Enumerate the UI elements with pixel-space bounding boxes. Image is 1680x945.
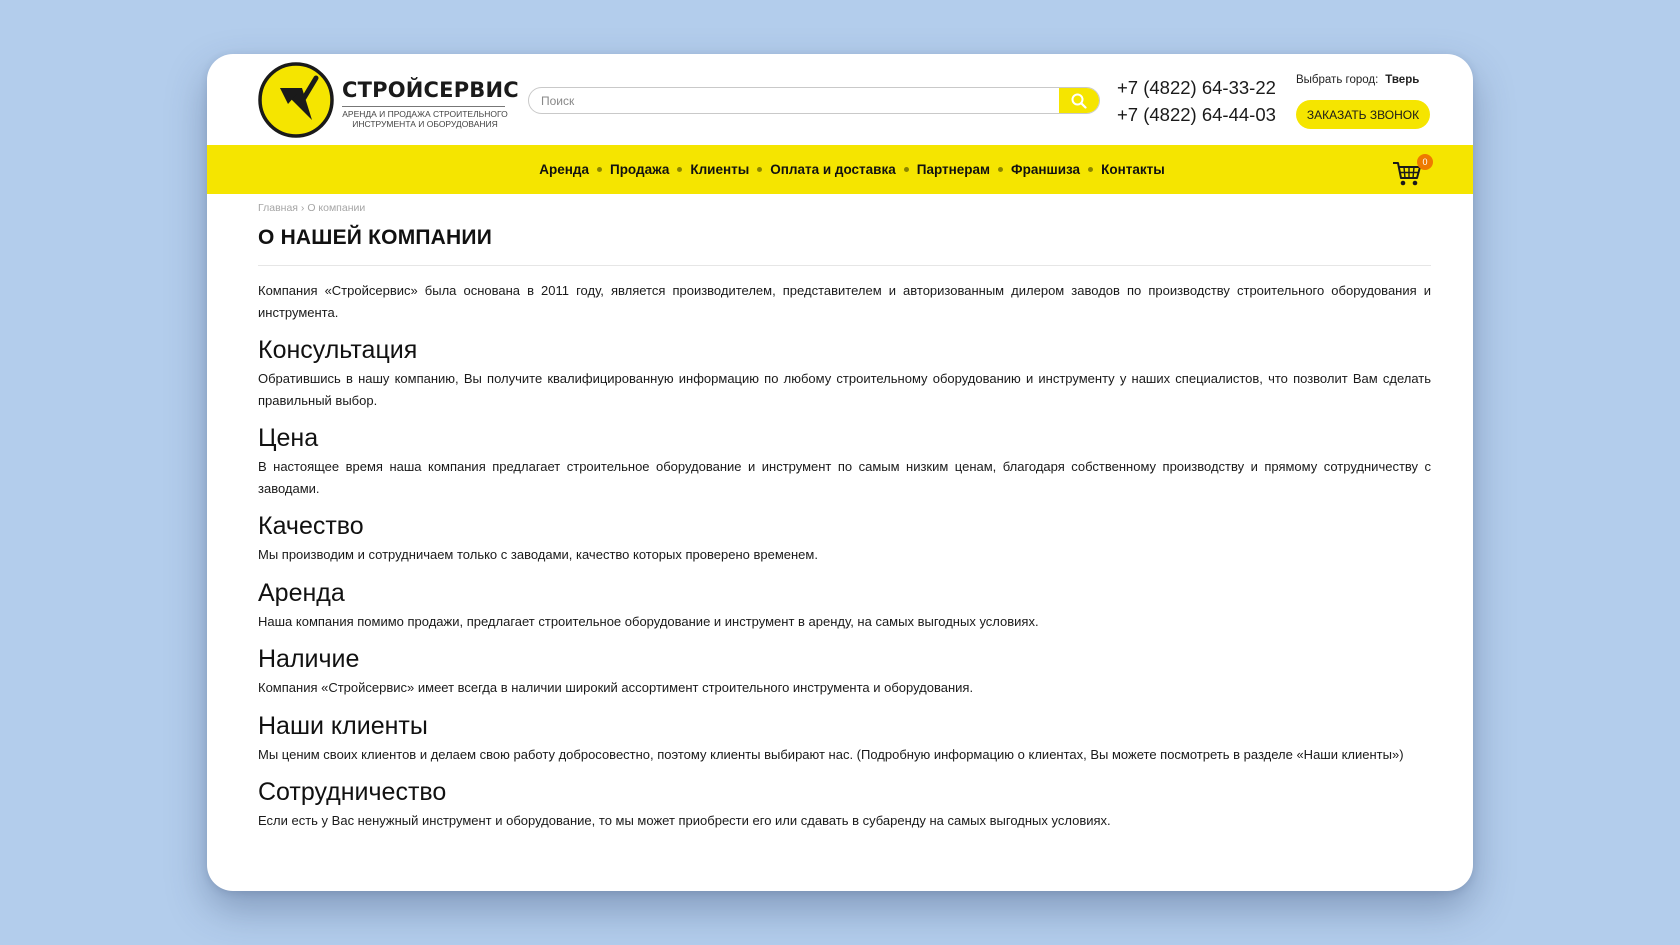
breadcrumb-home[interactable]: Главная: [258, 202, 298, 214]
section-text-clients: Мы ценим своих клиентов и делаем свою работу добросовестно, поэтому клиенты выбирают нас. (Подробную информацию о клиентах, Вы можете посмотреть в разделе «Наши клиенты»): [258, 746, 1404, 762]
nav-separator: [597, 167, 602, 172]
nav-separator: [1088, 167, 1093, 172]
cart-button[interactable]: [1392, 154, 1432, 188]
phone-1[interactable]: +7 (4822) 64-33-22: [1117, 77, 1276, 98]
search-bar: [528, 87, 1100, 114]
section-text-consultation: Обратившись в нашу компанию, Вы получите квалифицированную информацию по любому строительному оборудованию и инструменту у наших специалистов, что позволит Вам сделать правильный выбор.: [258, 371, 1431, 408]
logo-name: СТРОЙСЕРВИС: [342, 78, 519, 102]
page-title: О НАШЕЙ КОМПАНИИ: [258, 226, 492, 249]
nav-item-contacts[interactable]: Контакты: [1101, 162, 1165, 177]
section-title-rent: Аренда: [258, 578, 345, 607]
city-value[interactable]: Тверь: [1385, 74, 1420, 86]
nav-item-clients[interactable]: Клиенты: [690, 162, 750, 177]
city-selector: [1296, 74, 1419, 86]
intro-text: Компания «Стройсервис» была основана в 2011 году, является производителем, представителем и авторизованным дилером заводов по производству строительного оборудования и инструмента.: [258, 283, 1431, 320]
section-text-availability: Компания «Стройсервис» имеет всегда в наличии широкий ассортимент строительного инструмента и оборудования.: [258, 680, 974, 695]
site-header: [207, 54, 1473, 145]
page-content: [258, 194, 1431, 832]
breadcrumb: [258, 202, 1431, 214]
logo-tagline: АРЕНДА И ПРОДАЖА СТРОИТЕЛЬНОГО ИНСТРУМЕНТА И ОБОРУДОВАНИЯ: [342, 109, 508, 129]
phone-numbers: [1117, 74, 1276, 128]
nav-separator: [998, 167, 1003, 172]
breadcrumb-current: О компании: [307, 202, 366, 214]
nav-item-franchise[interactable]: Франшиза: [1011, 162, 1081, 177]
search-input[interactable]: [529, 88, 1053, 113]
section-text-quality: Мы производим и сотрудничаем только с заводами, качество которых проверено временем.: [258, 547, 818, 562]
site-logo[interactable]: [258, 62, 519, 138]
section-text-cooperation: Если есть у Вас ненужный инструмент и оборудование, то мы может приобрести его или сдавать в субаренду на самых выгодных условиях.: [258, 813, 1111, 828]
trowel-logo-icon: [258, 62, 334, 138]
nav-item-sale[interactable]: Продажа: [609, 162, 670, 177]
title-divider: [258, 265, 1431, 266]
main-nav: [207, 145, 1473, 194]
nav-item-rent[interactable]: Аренда: [539, 162, 589, 177]
section-title-quality: Качество: [258, 512, 364, 540]
cart-count-badge: 0: [1417, 154, 1433, 170]
nav-items: [207, 145, 1473, 194]
section-title-price: Цена: [258, 424, 319, 452]
callback-button[interactable]: ЗАКАЗАТЬ ЗВОНОК: [1296, 100, 1430, 129]
breadcrumb-separator: ›: [300, 202, 305, 214]
search-icon: [1071, 93, 1087, 109]
section-title-cooperation: Сотрудничество: [258, 778, 447, 806]
city-label: Выбрать город:: [1296, 74, 1379, 86]
nav-separator: [677, 167, 682, 172]
section-title-clients: Наши клиенты: [258, 711, 428, 740]
nav-separator: [757, 167, 762, 172]
nav-item-payment-delivery[interactable]: Оплата и доставка: [770, 162, 896, 177]
search-button[interactable]: [1059, 88, 1099, 113]
nav-separator: [904, 167, 909, 172]
section-title-availability: Наличие: [258, 645, 360, 673]
phone-2[interactable]: +7 (4822) 64-44-03: [1117, 104, 1276, 125]
nav-item-partners[interactable]: Партнерам: [916, 162, 991, 177]
section-text-rent: Наша компания помимо продажи, предлагает строительное оборудование и инструмент в аренду, на самых выгодных условиях.: [258, 613, 1039, 629]
section-text-price: В настоящее время наша компания предлагает строительное оборудование и инструмент по самым низким ценам, благодаря собственному производству и прямому сотрудничеству с заводами.: [258, 459, 1431, 496]
section-title-consultation: Консультация: [258, 336, 418, 364]
logo-divider: [342, 106, 505, 107]
browser-window: [207, 54, 1473, 891]
